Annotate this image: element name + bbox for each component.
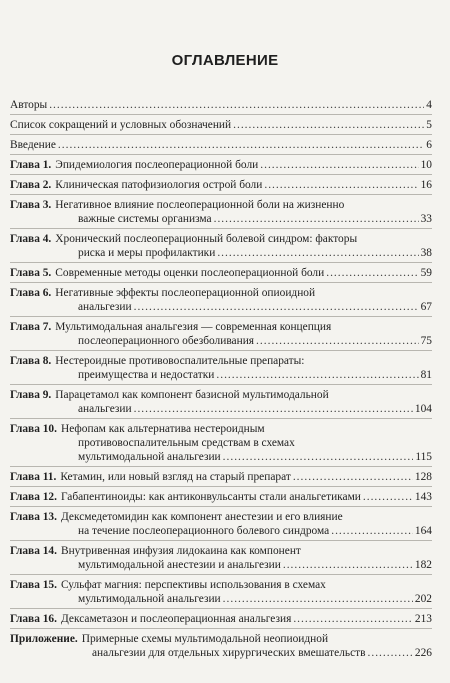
chapter-title-line: Дексаметазон и послеоперационная анальгезия [60,613,292,625]
toc-line [10,422,432,436]
toc-entry[interactable] [10,266,432,280]
chapter-title-line: мультимодальной анальгезии [78,593,221,605]
toc-line [10,490,432,504]
dot-leader [368,646,413,660]
chapter-label: Глава 14. [10,545,57,557]
chapter-title-line: Примерные схемы мультимодальной неопиоидной [81,633,329,645]
chapter-title-line: анальгезии [78,301,132,313]
dot-leader [260,158,418,172]
toc-line [10,612,432,626]
chapter-label: Глава 2. [10,179,52,191]
page-number: 143 [414,491,432,503]
page-number: 202 [414,593,432,605]
chapter-label: Глава 11. [10,471,57,483]
toc-line [10,246,432,260]
row-divider [10,316,432,317]
chapter-label: Глава 5. [10,267,52,279]
chapter-label: Глава 6. [10,287,52,299]
row-divider [10,506,432,507]
dot-leader [283,558,413,572]
chapter-title-line: Дексмедетомидин как компонент анестезии и его влияние [60,511,343,523]
dot-leader [134,402,413,416]
toc-line [10,436,432,450]
dot-leader [264,178,418,192]
chapter-label: Глава 12. [10,491,57,503]
chapter-title-line: Хронический послеоперационный болевой синдром: факторы [55,233,358,245]
dot-leader [223,592,413,606]
toc-line [10,158,432,172]
chapter-title-line: мультимодальной анестезии и анальгезии [78,559,281,571]
toc-line [10,300,432,314]
row-divider [10,350,432,351]
chapter-label: Глава 7. [10,321,52,333]
chapter-title-line: Внутривенная инфузия лидокаина как компонент [60,545,301,557]
chapter-title-line: Негативные эффекты послеоперационной опиоидной [55,287,316,299]
toc-entry[interactable] [10,470,432,484]
toc-line [10,450,432,464]
toc-line [10,368,432,382]
row-divider [10,608,432,609]
row-divider [10,466,432,467]
chapter-label: Глава 1. [10,159,52,171]
page-number: 81 [420,369,432,381]
chapter-label: Глава 4. [10,233,52,245]
dot-leader [58,138,424,152]
toc-line [10,354,432,368]
toc-entry[interactable] [10,612,432,626]
chapter-title-line: Нефопам как альтернатива нестероидным [60,423,265,435]
dot-leader [217,246,418,260]
toc-line [10,388,432,402]
chapter-title-line: преимущества и недостатки [78,369,215,381]
row-divider [10,114,432,115]
toc-entry[interactable] [10,118,432,132]
chapter-label: Глава 9. [10,389,52,401]
toc-line [10,646,432,660]
toc-entry[interactable] [10,286,432,314]
toc-entry[interactable] [10,354,432,382]
page-number: 16 [420,179,432,191]
toc-line [10,558,432,572]
page-number: 4 [426,99,432,111]
chapter-title-line: риска и меры профилактики [78,247,216,259]
toc-entry[interactable] [10,510,432,538]
row-divider [10,574,432,575]
toc-line [10,510,432,524]
chapter-title-line: Габапентиноиды: как антиконвульсанты стали анальгетиками [60,491,361,503]
toc-line [10,592,432,606]
dot-leader [293,612,413,626]
toc-entry[interactable] [10,158,432,172]
toc-entry[interactable] [10,178,432,192]
row-divider [10,154,432,155]
toc-entry[interactable] [10,388,432,416]
row-divider [10,486,432,487]
row-divider [10,418,432,419]
chapter-title-line: мультимодальной анальгезии [78,451,221,463]
row-divider [10,384,432,385]
toc-line [10,402,432,416]
chapter-title-line: Мультимодальная анальгезия — современная концепция [55,321,332,333]
chapter-title-line: Современные методы оценки послеоперационной боли [55,267,325,279]
page-number: 104 [414,403,432,415]
row-divider [10,540,432,541]
entry-title: Введение [10,139,56,151]
page-number: 38 [420,247,432,259]
page-number: 67 [420,301,432,313]
chapter-title-line: анальгезии [78,403,132,415]
toc-line [10,266,432,280]
toc-line [10,544,432,558]
chapter-label: Глава 3. [10,199,52,211]
toc-line [10,212,432,226]
toc-line [10,470,432,484]
chapter-title-line: Клиническая патофизиология острой боли [55,179,263,191]
toc-line [10,98,432,112]
toc-line [10,138,432,152]
dot-leader [363,490,413,504]
entry-title: Список сокращений и условных обозначений [10,119,232,131]
page-number: 6 [426,139,432,151]
toc-line [10,632,432,646]
chapter-title-line: анальгезии для отдельных хирургических вмешательств [92,647,366,659]
toc-entry[interactable] [10,578,432,606]
chapter-title-line: противовоспалительным средствам в схемах [78,437,295,449]
page-number: 10 [420,159,432,171]
row-divider [10,282,432,283]
entry-title: Авторы [10,99,48,111]
row-divider [10,228,432,229]
page-number: 182 [414,559,432,571]
chapter-title-line: на течение послеоперационного болевого синдрома [78,525,330,537]
page-number: 33 [420,213,432,225]
toc-entry[interactable] [10,98,432,112]
toc-entry[interactable] [10,198,432,226]
toc-line [10,232,432,246]
toc-line [10,198,432,212]
chapter-label: Глава 10. [10,423,57,435]
dot-leader [233,118,424,132]
page-number: 115 [415,451,432,463]
chapter-title-line: важные системы организма [78,213,212,225]
chapter-title-line: Парацетамол как компонент базисной мультимодальной [55,389,329,401]
toc-line [10,320,432,334]
toc-line [10,334,432,348]
toc-line [10,178,432,192]
dot-leader [223,450,414,464]
row-divider [10,174,432,175]
page-number: 59 [420,267,432,279]
chapter-title-line: Эпидемиология послеоперационной боли [55,159,259,171]
chapter-title-line: Негативное влияние послеоперационной боли на жизненно [55,199,345,211]
chapter-label: Глава 13. [10,511,57,523]
chapter-title-line: Кетамин, или новый взгляд на старый препарат [60,471,291,483]
dot-leader [293,470,413,484]
page-number: 226 [414,647,432,659]
page-number: 128 [414,471,432,483]
dot-leader [214,212,419,226]
toc-line [10,286,432,300]
dot-leader [326,266,418,280]
toc-line [10,524,432,538]
row-divider [10,194,432,195]
chapter-label: Глава 16. [10,613,57,625]
chapter-label: Глава 8. [10,355,52,367]
toc-entry[interactable] [10,422,432,464]
toc-entry[interactable] [10,232,432,260]
chapter-title-line: Нестероидные противовоспалительные препараты: [55,355,305,367]
chapter-label: Приложение. [10,633,78,645]
toc-entry[interactable] [10,138,432,152]
dot-leader [134,300,419,314]
chapter-title-line: послеоперационного обезболивания [78,335,255,347]
page-title: ОГЛАВЛЕНИЕ [171,52,279,69]
page-number: 164 [414,525,432,537]
row-divider [10,134,432,135]
chapter-label: Глава 15. [10,579,57,591]
page-number: 75 [420,335,432,347]
toc-entry[interactable] [10,490,432,504]
dot-leader [216,368,418,382]
toc-line [10,578,432,592]
toc-entry[interactable] [10,632,432,660]
row-divider [10,628,432,629]
toc-entry[interactable] [10,320,432,348]
row-divider [10,262,432,263]
dot-leader [49,98,424,112]
chapter-title-line: Сульфат магния: перспективы использования в схемах [60,579,326,591]
toc-line [10,118,432,132]
toc-entry[interactable] [10,544,432,572]
page-number: 5 [426,119,432,131]
page-number: 213 [414,613,432,625]
dot-leader [256,334,419,348]
dot-leader [331,524,413,538]
